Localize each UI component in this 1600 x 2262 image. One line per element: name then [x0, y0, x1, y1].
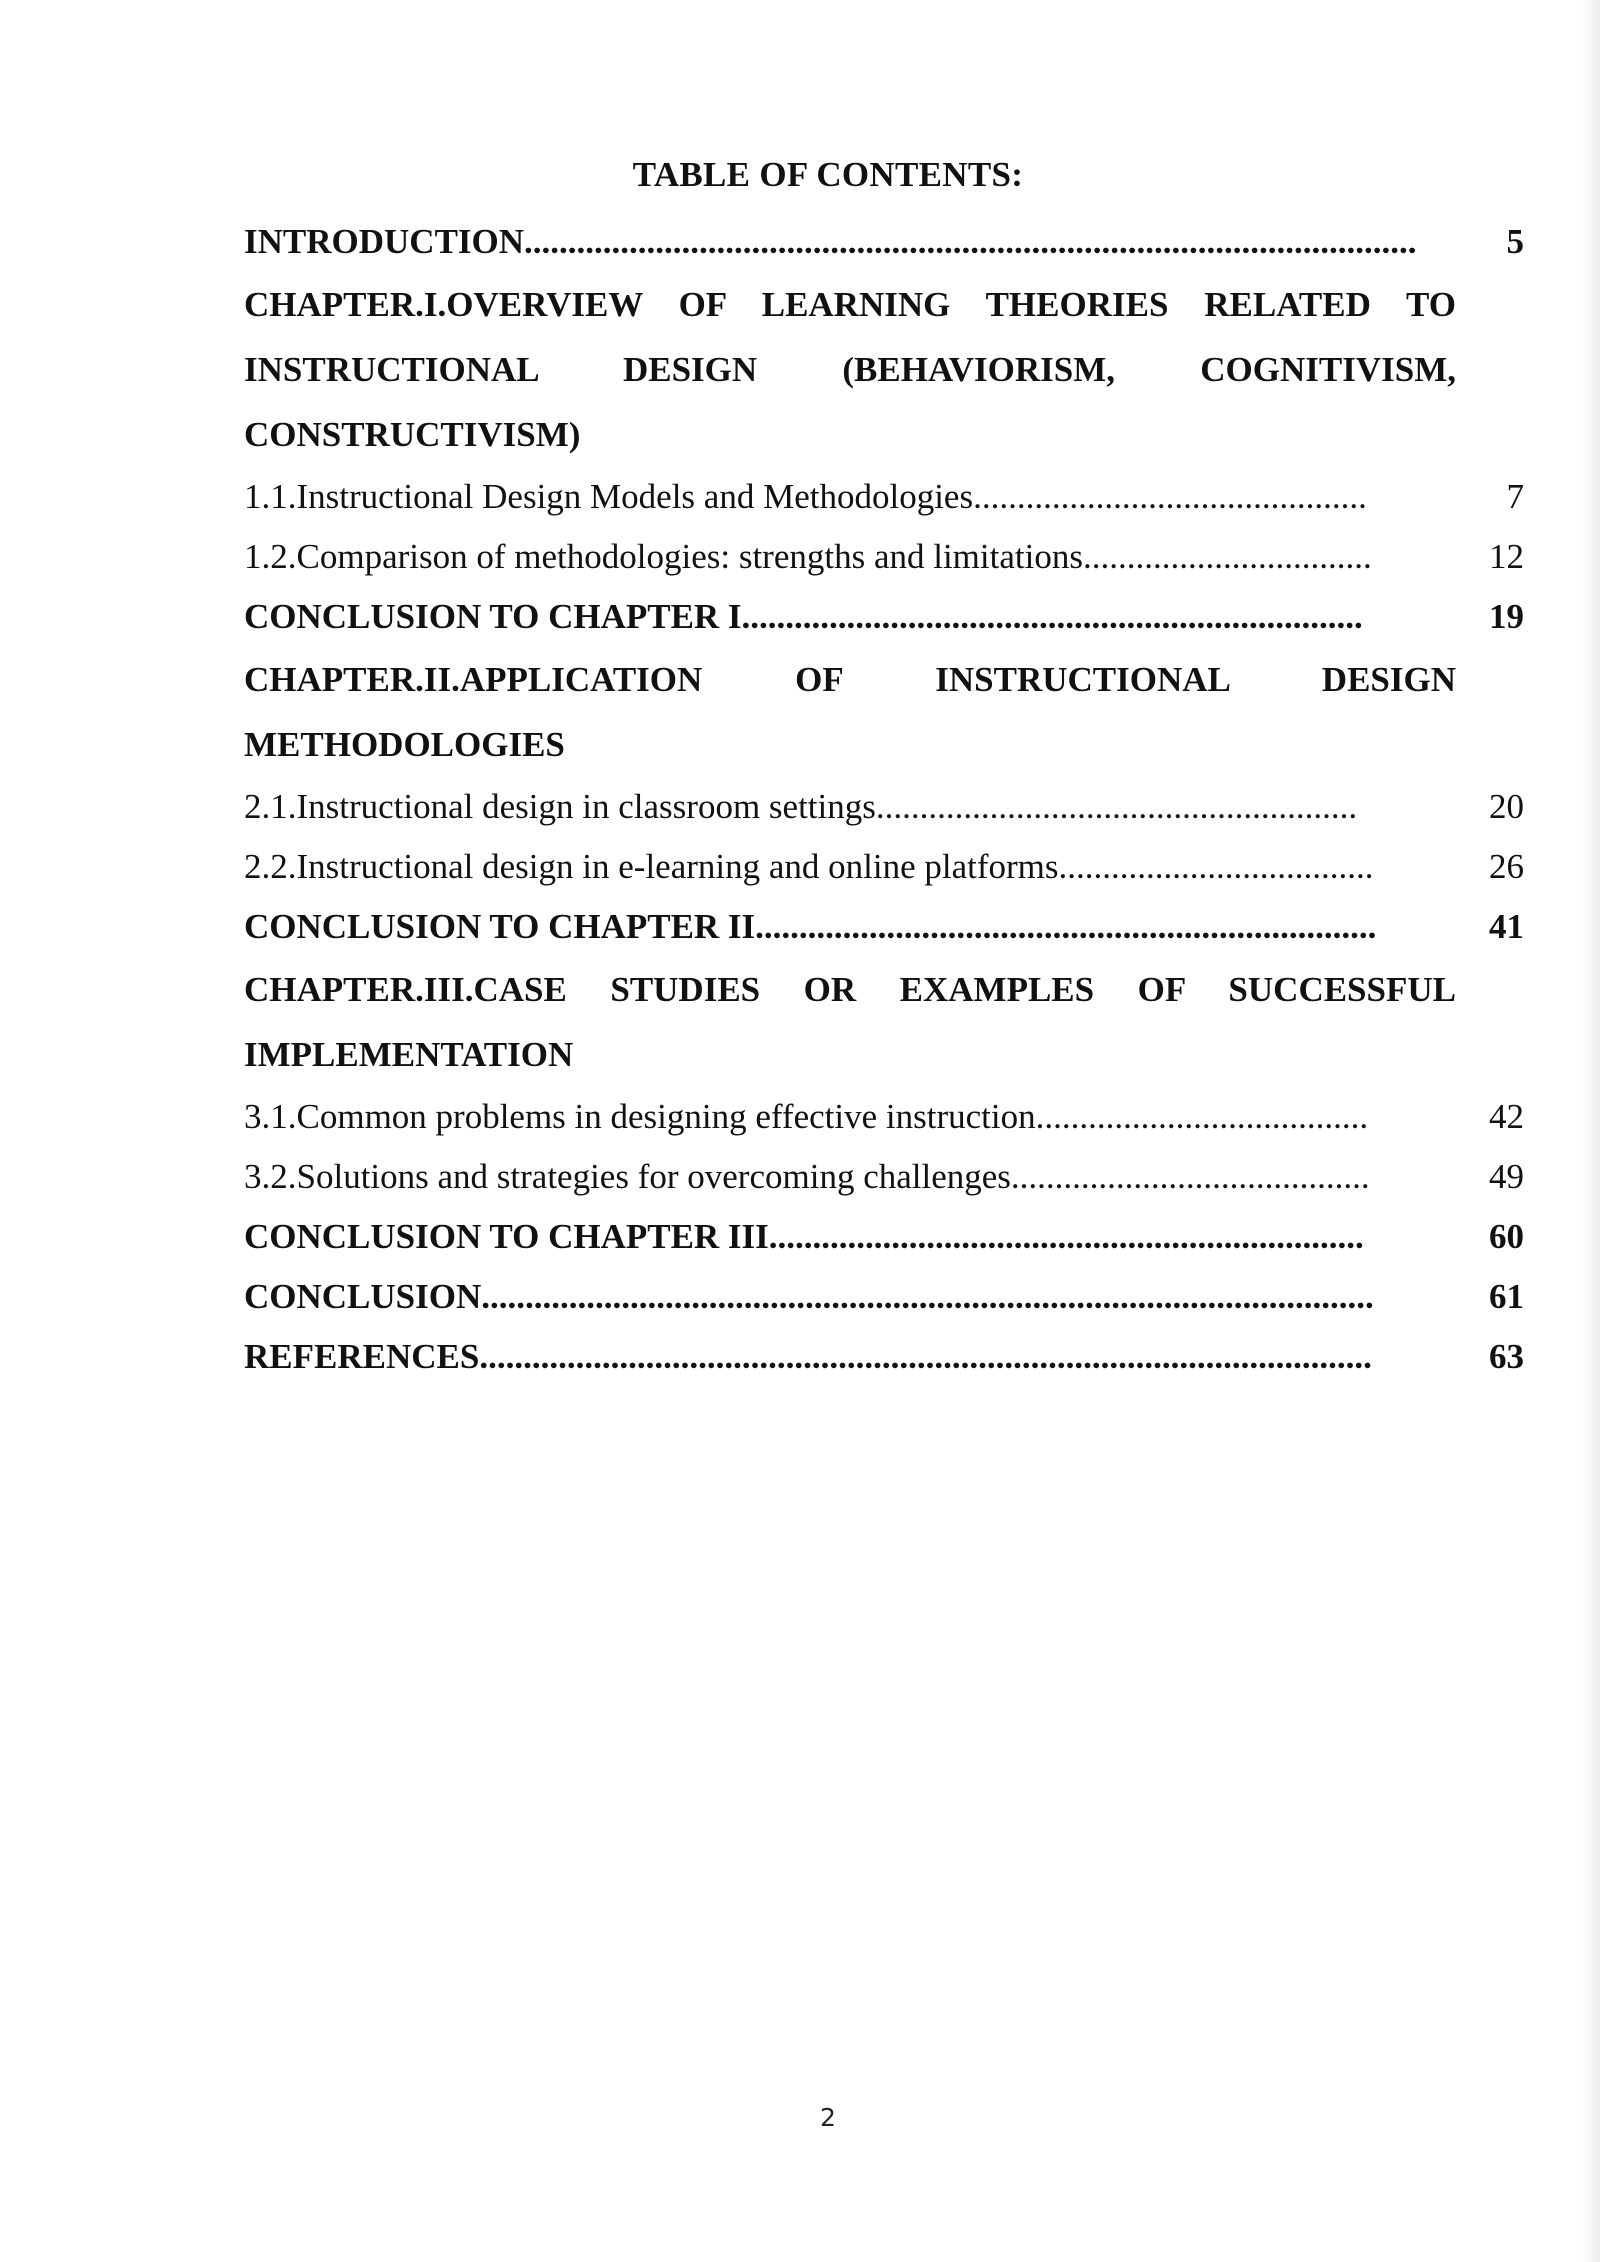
toc-entry-title: CONCLUSION TO CHAPTER I.......................................................................	[244, 597, 1363, 636]
toc-entry	[244, 1267, 1524, 1327]
toc-entry-page-number: 20	[1489, 787, 1524, 826]
toc-entry-title: INTRODUCTION......................................................................................................	[244, 222, 1417, 261]
toc-entry	[244, 272, 1524, 467]
toc-entry	[244, 647, 1524, 777]
toc-entry-page-number: 63	[1489, 1337, 1524, 1376]
toc-entry	[244, 1327, 1524, 1387]
toc-entry-page-number: 12	[1489, 537, 1524, 576]
toc-entry	[244, 777, 1524, 837]
page-number: 2	[820, 2103, 836, 2132]
toc-entry	[244, 467, 1524, 527]
toc-entry	[244, 957, 1524, 1087]
toc-entry	[244, 587, 1524, 647]
toc-entry-page-number: 19	[1489, 597, 1524, 636]
toc-entry-title: 2.2.Instructional design in e-learning and online platforms....................................	[244, 847, 1374, 886]
toc-entry-page-number: 41	[1489, 907, 1524, 946]
toc-entry-page-number: 7	[1506, 477, 1524, 516]
toc-entry	[244, 897, 1524, 957]
toc-entry-title: CHAPTER.II.APPLICATION OF INSTRUCTIONAL DESIGN METHODOLOGIES	[244, 660, 1456, 764]
toc-entry-page-number: 49	[1489, 1157, 1524, 1196]
toc-entry-page-number: 60	[1489, 1217, 1524, 1256]
toc-entry-page-number: 26	[1489, 847, 1524, 886]
toc-entry	[244, 837, 1524, 897]
toc-entry-title: REFERENCES......................................................................................................	[244, 1337, 1372, 1376]
toc-entry-page-number: 5	[1506, 222, 1524, 261]
toc-entry-page-number: 61	[1489, 1277, 1524, 1316]
toc-entry	[244, 1147, 1524, 1207]
table-of-contents	[244, 212, 1524, 1387]
toc-entry	[244, 1207, 1524, 1267]
toc-entry-title: 3.1.Common problems in designing effective instruction......................................	[244, 1097, 1369, 1136]
page-edge-shadow	[1582, 0, 1600, 2262]
toc-entry-title: 1.1.Instructional Design Models and Methodologies.............................................	[244, 477, 1367, 516]
toc-entry	[244, 1087, 1524, 1147]
toc-entry-title: CONCLUSION TO CHAPTER II.......................................................................	[244, 907, 1377, 946]
toc-entry	[244, 212, 1524, 272]
toc-entry-title: 1.2.Comparison of methodologies: strengths and limitations.................................	[244, 537, 1372, 576]
toc-title: TABLE OF CONTENTS:	[632, 155, 1024, 194]
toc-entry-title: CHAPTER.I.OVERVIEW OF LEARNING THEORIES RELATED TO INSTRUCTIONAL DESIGN (BEHAVIORISM, COGNITIVISM, CONSTRUCTIVISM)	[244, 285, 1456, 454]
toc-entry-title: CONCLUSION......................................................................................................	[244, 1277, 1374, 1316]
toc-entry-title: CHAPTER.III.CASE STUDIES OR EXAMPLES OF SUCCESSFUL IMPLEMENTATION	[244, 970, 1456, 1074]
toc-entry-title: 2.1.Instructional design in classroom settings.......................................................	[244, 787, 1358, 826]
toc-entry-title: CONCLUSION TO CHAPTER III....................................................................	[244, 1217, 1364, 1256]
toc-entry	[244, 527, 1524, 587]
toc-entry-page-number: 42	[1489, 1097, 1524, 1136]
toc-entry-title: 3.2.Solutions and strategies for overcoming challenges.........................................	[244, 1157, 1370, 1196]
